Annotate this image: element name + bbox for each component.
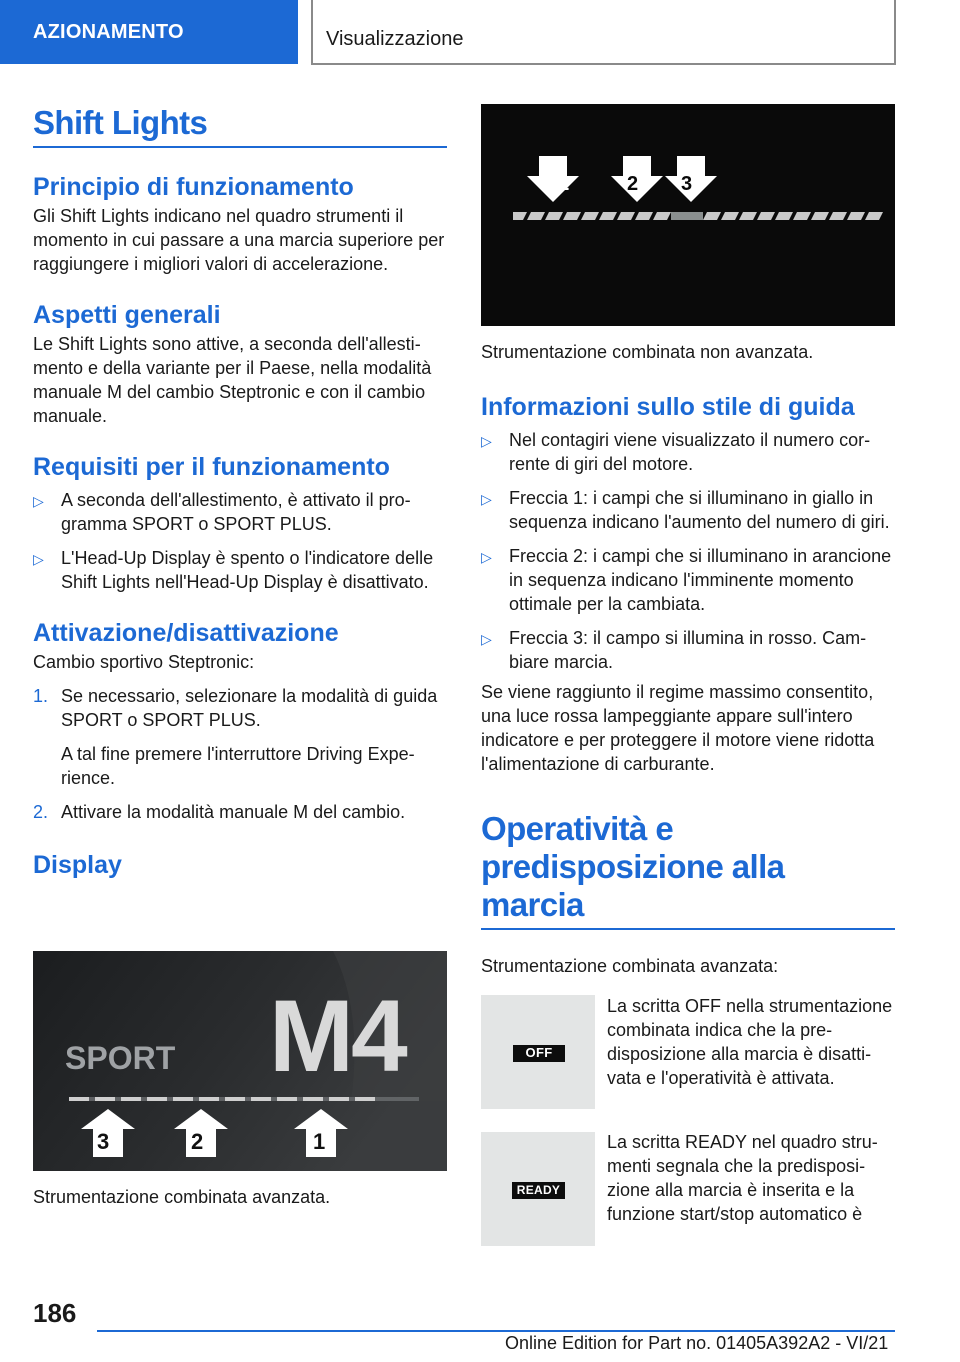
step-text: A tal fine premere l'interruttore Driving Experience.: [61, 744, 415, 788]
operation-title-line: predisposizione alla marcia: [481, 848, 785, 923]
step-text: Attivare la modalità manuale M del cambio.: [61, 802, 406, 822]
non-advanced-caption: Strumentazione combinata non avanzata.: [481, 342, 814, 362]
info-heading: Informazioni sullo stile di guida: [481, 393, 855, 421]
list-item-text: Nel contagiri viene visualizzato il numero corrente di giri del motore.: [509, 430, 871, 474]
ready-indicator-image: [481, 1132, 595, 1246]
list-item-text: Freccia 3: il campo si illumina in rosso. Cambiare marcia.: [509, 628, 867, 672]
step-number: 1.: [33, 686, 49, 706]
section-title: Visualizzazione: [326, 28, 464, 50]
ready-badge: READY: [512, 1182, 565, 1199]
triangle-bullet-icon: ▷: [481, 549, 492, 565]
list-item-text: Freccia 2: i campi che si illuminano in arancione in sequenza indicano l'imminente momento ottimale per la cambiata.: [509, 546, 892, 614]
step-item: [33, 800, 447, 824]
svg-text:3: 3: [97, 1129, 110, 1154]
activation-intro: Cambio sportivo Steptronic:: [33, 652, 255, 672]
gear-label: M4: [269, 979, 405, 1093]
advanced-caption: Strumentazione combinata avanzata.: [33, 1187, 331, 1207]
header-divider-right: [894, 0, 896, 64]
footer-rule: [97, 1330, 895, 1332]
list-item: [481, 428, 895, 476]
display-heading: Display: [33, 851, 122, 879]
operation-title-line: Operatività e: [481, 810, 674, 847]
list-item-text: A seconda dell'allestimento, è attivato il programma SPORT o SPORT PLUS.: [61, 490, 411, 534]
off-indicator-image: [481, 995, 595, 1109]
advanced-cluster-image: [33, 951, 447, 1171]
list-item: [481, 486, 895, 534]
ready-text: La scritta READY nel quadro strumenti segnala che la predisposizione alla marcia è inserita e la funzione start/stop automatico è: [607, 1132, 878, 1224]
page-title: Shift Lights: [33, 104, 208, 141]
chapter-tab[interactable]: [0, 0, 298, 64]
info-after-text: Se viene raggiunto il regime massimo consentito, una luce rossa lampeggiante appare sull'intero indicatore e per proteggere il motore viene ridotta l'alimentazione di carburante.: [481, 682, 875, 774]
svg-text:1: 1: [558, 173, 570, 195]
non-advanced-cluster-image: [481, 104, 895, 326]
principle-text: Gli Shift Lights indicano nel quadro strumenti il momento in cui passare a una marcia superiore per raggiungere i migliori valori di accelerazione.: [33, 206, 445, 274]
non-advanced-cluster-graphic: [481, 104, 895, 326]
header-divider: [311, 0, 313, 64]
right-column: [481, 340, 895, 978]
general-heading: Aspetti generali: [33, 301, 221, 329]
svg-text:3: 3: [681, 173, 693, 195]
step-item: [33, 742, 447, 790]
step-item: [33, 684, 447, 732]
operation-intro: Strumentazione combinata avanzata:: [481, 956, 779, 976]
svg-text:2: 2: [627, 173, 639, 195]
page-number: 186: [33, 1298, 77, 1328]
edition-info: Online Edition for Part no. 01405A392A2 - VI/21: [505, 1333, 889, 1353]
step-text: Se necessario, selezionare la modalità di guida SPORT o SPORT PLUS.: [61, 686, 438, 730]
triangle-bullet-icon: ▷: [481, 433, 492, 449]
triangle-bullet-icon: ▷: [33, 551, 44, 567]
operation-title-rule: [481, 928, 895, 930]
title-rule: [33, 146, 447, 148]
mode-label: SPORT: [65, 1040, 176, 1076]
list-item: [33, 488, 447, 536]
off-text: La scritta OFF nella strumentazione combinata indica che la predisposizione alla marcia è disattivata e l'operatività è attivata.: [607, 996, 893, 1088]
list-item-text: L'Head-Up Display è spento o l'indicatore delle Shift Lights nell'Head-Up Display è disattivato.: [61, 548, 434, 592]
svg-text:1: 1: [313, 1129, 326, 1154]
requirements-heading: Requisiti per il funzionamento: [33, 453, 390, 481]
triangle-bullet-icon: ▷: [481, 491, 492, 507]
list-item-text: Freccia 1: i campi che si illuminano in giallo in sequenza indicano l'aumento del numero di giri.: [509, 488, 890, 532]
general-text: Le Shift Lights sono attive, a seconda dell'allestimento e della variante per il Paese, nella modalità manuale M del cambio Steptronic e con il cambio manuale.: [33, 334, 432, 426]
list-item: [481, 626, 895, 674]
principle-heading: Principio di funzionamento: [33, 173, 354, 201]
triangle-bullet-icon: ▷: [33, 493, 44, 509]
list-item: [33, 546, 447, 594]
svg-text:2: 2: [191, 1129, 204, 1154]
header-underline: [311, 63, 896, 65]
advanced-cluster-graphic: [33, 951, 447, 1171]
activation-heading: Attivazione/disattivazione: [33, 619, 339, 647]
step-number: 2.: [33, 802, 49, 822]
triangle-bullet-icon: ▷: [481, 631, 492, 647]
list-item: [481, 544, 895, 616]
chapter-label: AZIONAMENTO: [33, 20, 184, 43]
left-column: [33, 104, 447, 880]
off-badge: OFF: [513, 1045, 565, 1062]
operation-title: [481, 810, 895, 924]
step-number: [33, 742, 61, 790]
